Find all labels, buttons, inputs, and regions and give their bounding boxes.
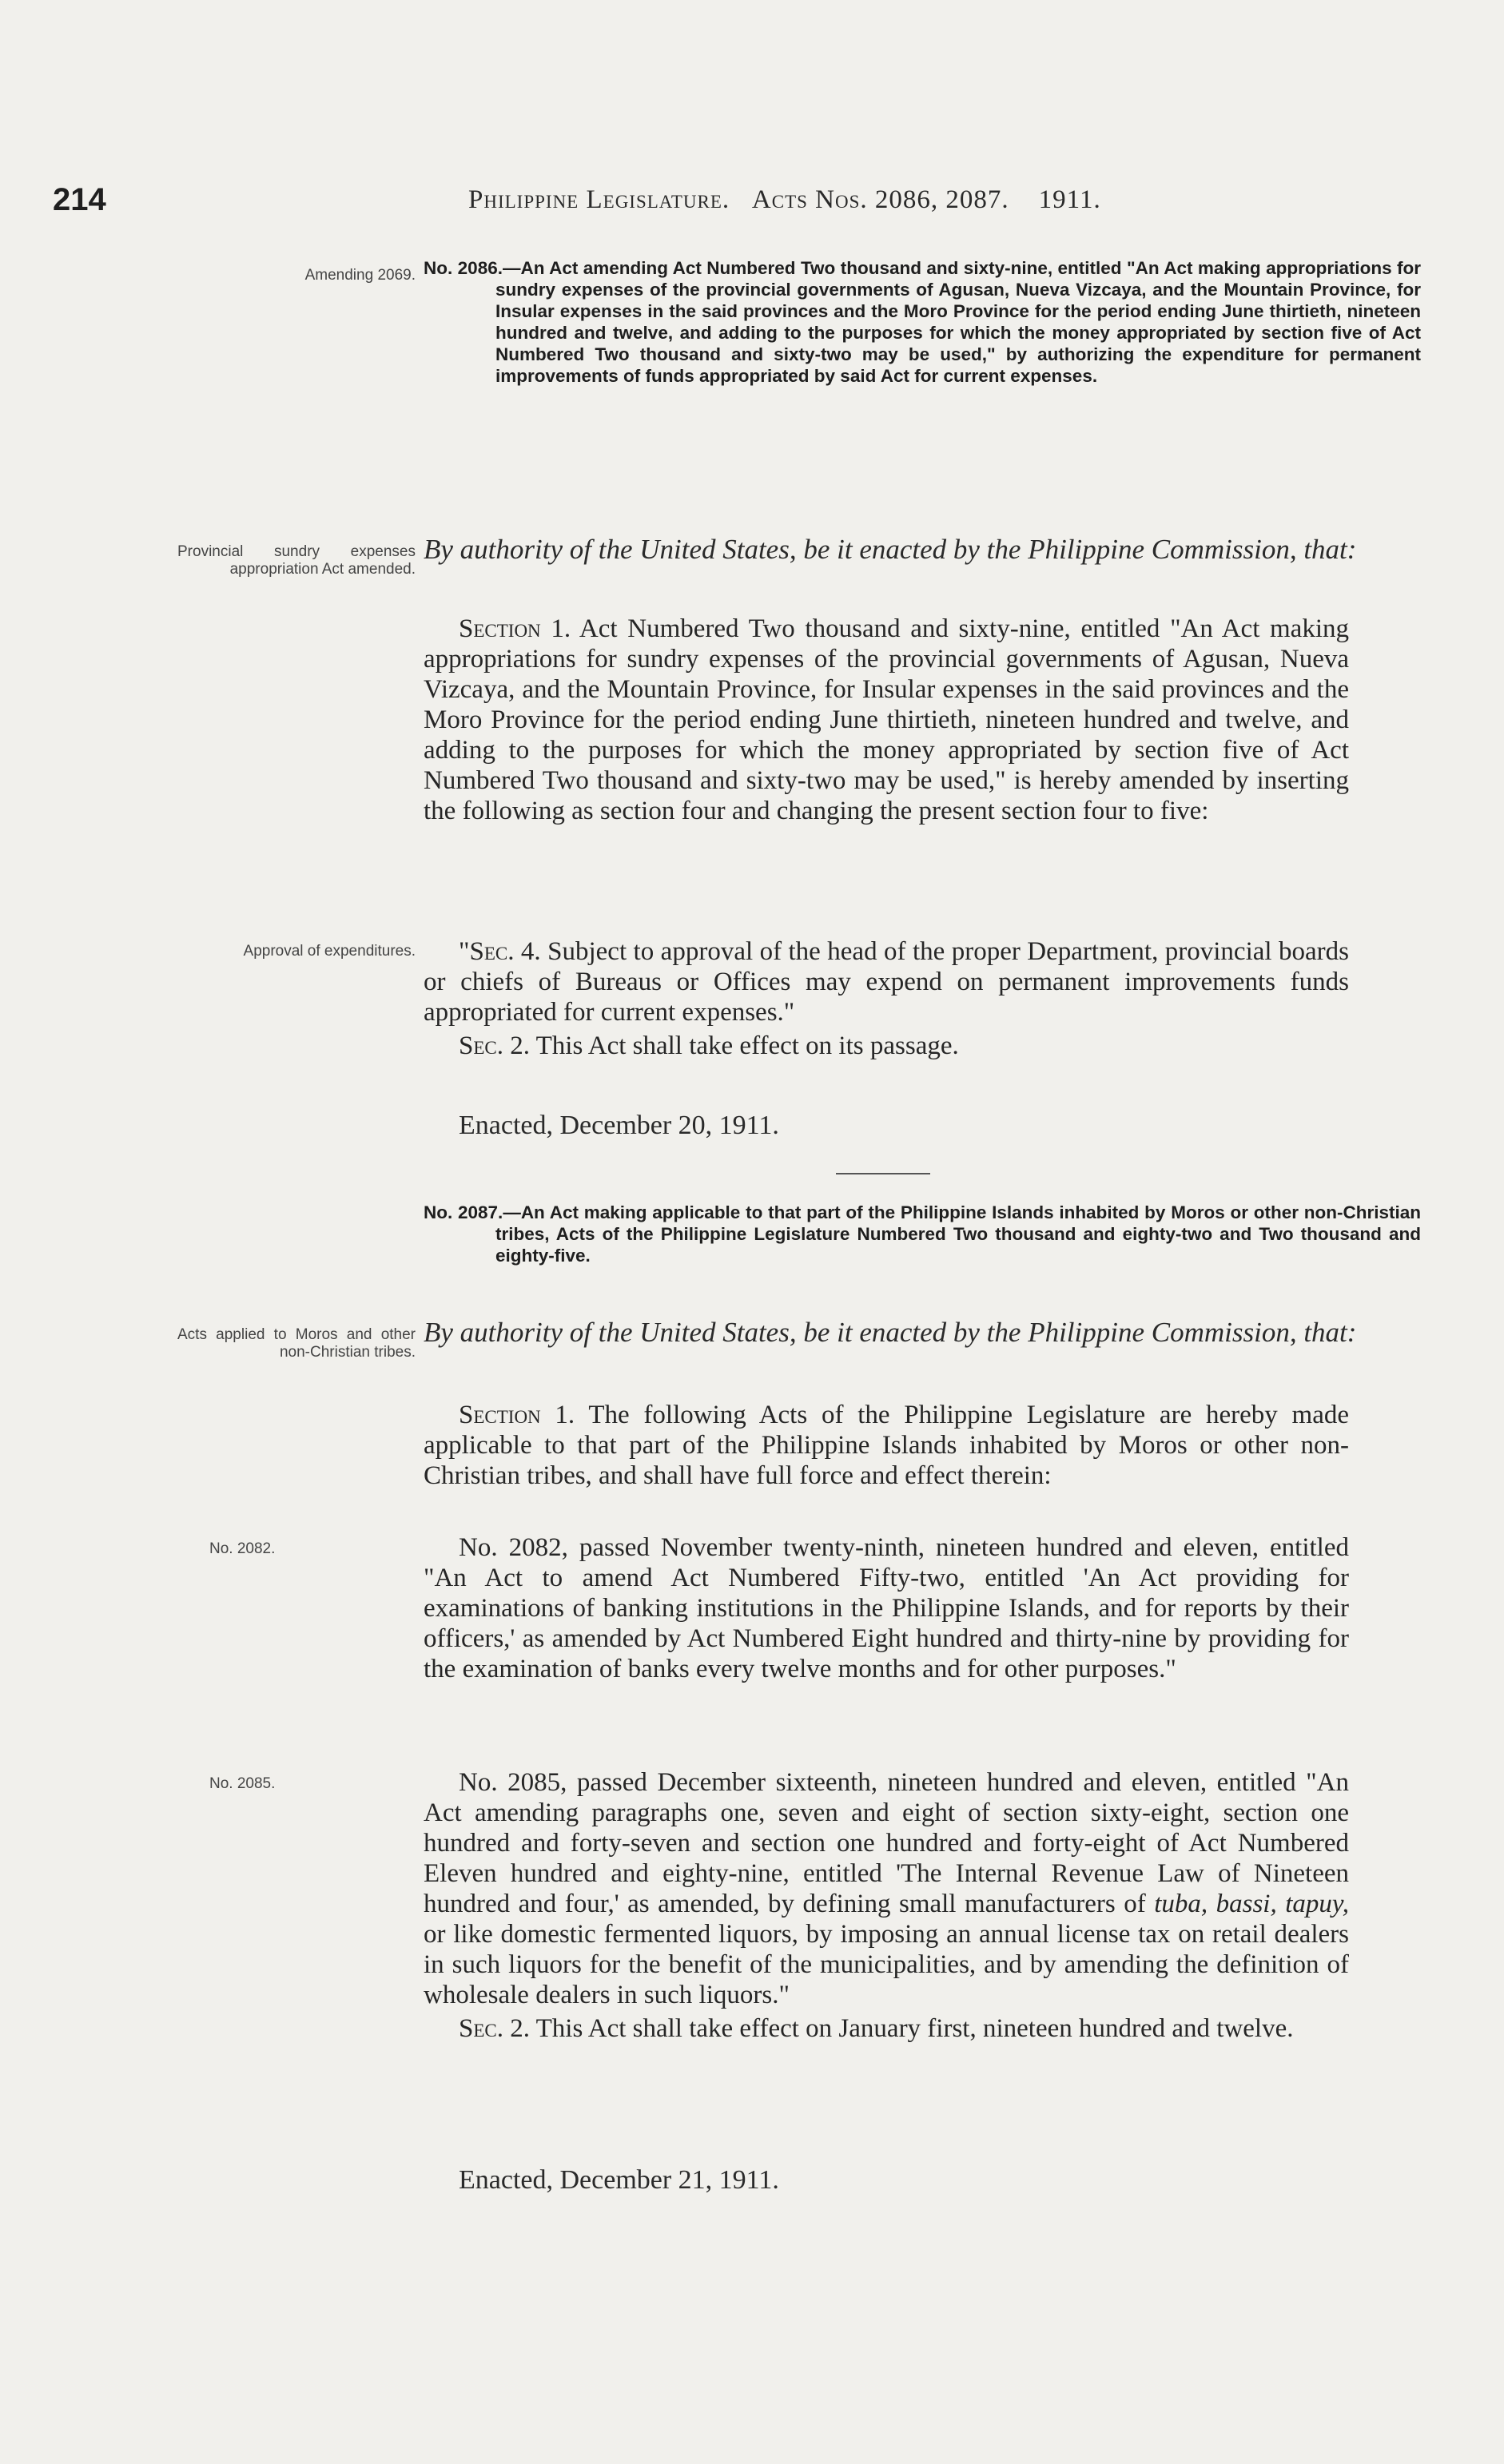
section-label: Section 1. <box>459 1401 575 1429</box>
margin-note-provincial-sundry: Provincial sundry expenses appropriation Act amended. <box>177 543 416 578</box>
act-2086-section-2 <box>424 1031 1349 1061</box>
act-2087-title-text: —An Act making applicable to that part of the Philippine Islands inhabited by Moros or other non-Christian tribes, Acts of the Philippine Legislature Numbered Two thousand and eighty-two and Two thousand and eighty-five. <box>495 1202 1421 1266</box>
act-2086-section-1 <box>424 614 1349 826</box>
margin-note-acts-applied: Acts applied to Moros and other non-Christian tribes. <box>177 1326 416 1361</box>
section-label: Sec. 2. <box>459 2014 530 2043</box>
section-divider <box>836 1173 930 1174</box>
running-head-legislature: Philippine Legislature. <box>468 185 730 214</box>
act-2087-number: No. 2087. <box>424 1202 503 1222</box>
page-number: 214 <box>53 182 106 217</box>
act-2086-body <box>424 614 1349 826</box>
section-text: Subject to approval of the head of the proper Department, provincial boards or chiefs of Bureaus or Offices may expend on permanent improvements funds appropriated for current expenses." <box>424 937 1349 1027</box>
act-2086-enacted-date: Enacted, December 20, 1911. <box>459 1111 779 1140</box>
running-head <box>468 185 1347 215</box>
margin-note-no-2085: No. 2085. <box>209 1775 276 1792</box>
act-2082-block <box>424 1532 1349 1684</box>
act-2082-paragraph: No. 2082, passed November twenty-ninth, nineteen hundred and eleven, entitled "An Act to amend Act Numbered Fifty-two, entitled 'An Act providing for examinations of banking institutions in the Philippine Islands, and for reports by their officers,' as amended by Act Numbered Eight hundred and thirty-nine by providing for the examination of banks every twelve months and for other purposes." <box>424 1533 1349 1683</box>
section-label: "Sec. 4. <box>459 937 541 966</box>
act-2086-title-text: —An Act amending Act Numbered Two thousand and sixty-nine, entitled "An Act making appropriations for sundry expenses of the provincial governments of Agusan, Nueva Vizcaya, and the Mountain Province, for Insular expenses in the said provinces and the Moro Province for the period ending June thirtieth, nineteen hundred and twelve, and adding to the purposes for which the money appropriated by section five of Act Numbered Two thousand and sixty-two may be used," by authorizing the expenditure for permanent improvements of funds appropriated by said Act for current expenses. <box>495 258 1421 386</box>
margin-note-approval-expenditures: Approval of expenditures. <box>243 943 416 960</box>
act-2085-liquor-names: tuba, bassi, tapuy, <box>1154 1890 1349 1918</box>
act-2085-block <box>424 1767 1349 2044</box>
margin-note-amending-2069: Amending 2069. <box>304 267 416 284</box>
act-2086-enacting-clause: By authority of the United States, be it enacted by the Philippine Commission, that: <box>424 534 1357 565</box>
act-2087-section-1-block <box>424 1400 1349 1491</box>
act-2086-number: No. 2086. <box>424 258 503 278</box>
act-2087-enacting-clause: By authority of the United States, be it enacted by the Philippine Commission, that: <box>424 1317 1357 1348</box>
act-2086-section-4-block <box>424 936 1349 1061</box>
act-2086-title <box>424 257 1421 387</box>
running-head-acts: Acts Nos. 2086, 2087. <box>751 185 1009 214</box>
act-2086-section-4 <box>424 936 1349 1027</box>
act-2087-section-1 <box>424 1400 1349 1491</box>
section-text: This Act shall take effect on its passage. <box>530 1031 959 1060</box>
act-2087-title <box>424 1202 1421 1266</box>
section-text: This Act shall take effect on January first, nineteen hundred and twelve. <box>530 2014 1294 2043</box>
section-text: Act Numbered Two thousand and sixty-nine, entitled "An Act making appropriations for sundry expenses of the provincial governments of Agusan, Nueva Vizcaya, and the Mountain Province, for Insular expenses in the said provinces and the Moro Province for the period ending June thirtieth, nineteen hundred and twelve, and adding to the purposes for which the money appropriated by section five of Act Numbered Two thousand and sixty-two may be used," is hereby amended by inserting the following as section four and changing the present section four to five: <box>424 614 1350 825</box>
running-head-year: 1911. <box>1038 185 1101 214</box>
section-label: Section 1. <box>459 614 571 643</box>
act-2085-text-post: or like domestic fermented liquors, by imposing an annual license tax on retail dealers in such liquors for the benefit of the municipalities, and by amending the definition of wholesale dealers in such liquors." <box>424 1920 1349 2009</box>
act-2085-paragraph <box>424 1767 1349 2010</box>
act-2087-section-2 <box>424 2013 1349 2044</box>
act-2087-enacted-date: Enacted, December 21, 1911. <box>459 2165 779 2195</box>
act-2085-text-pre: No. 2085, passed December sixteenth, nineteen hundred and eleven, entitled "An Act amending paragraphs one, seven and eight of section sixty-eight, section one hundred and forty-seven and section one hundred and forty-eight of Act Numbered Eleven hundred and eighty-nine, entitled 'The Internal Revenue Law of Nineteen hundred and four,' as amended, by defining small manufacturers of <box>424 1768 1349 1918</box>
margin-note-no-2082: No. 2082. <box>209 1540 276 1557</box>
section-label: Sec. 2. <box>459 1031 530 1060</box>
section-text: The following Acts of the Philippine Legislature are hereby made applicable to that part of the Philippine Islands inhabited by Moros or other non-Christian tribes, and shall have full force and effect therein: <box>424 1401 1349 1490</box>
